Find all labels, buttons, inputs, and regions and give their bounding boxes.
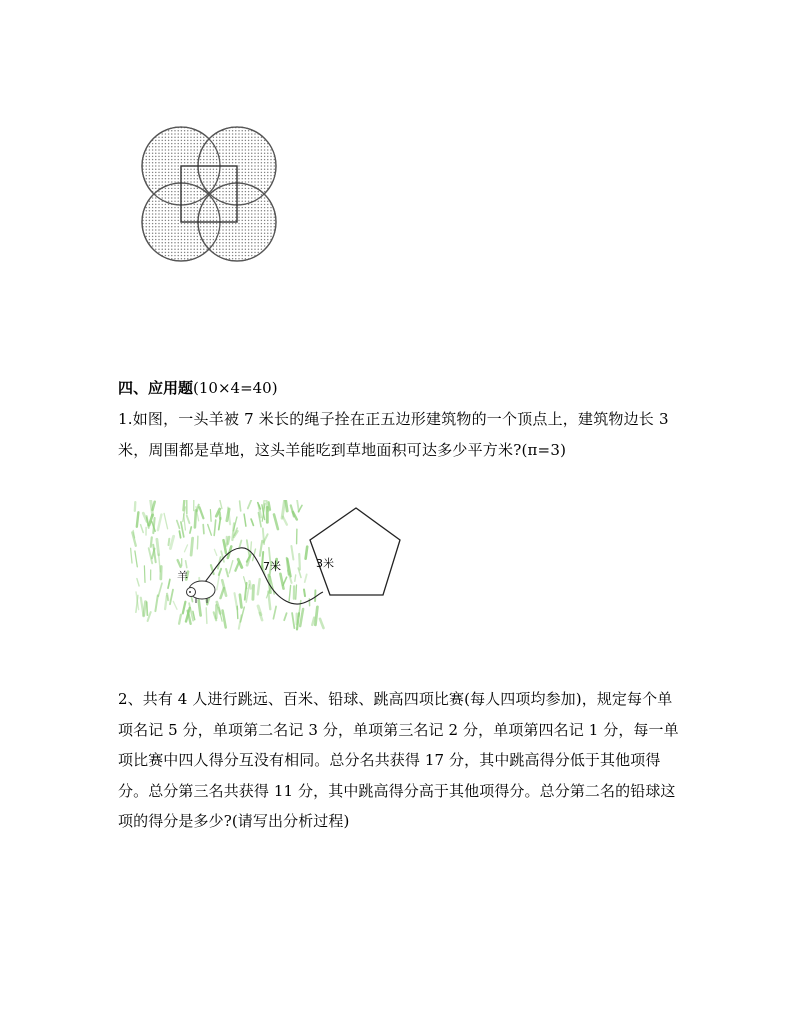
grass-blade xyxy=(320,619,324,628)
grass-blade xyxy=(248,500,252,508)
grass-blade xyxy=(237,606,238,618)
grass-blade xyxy=(305,574,307,582)
grass-blade xyxy=(299,601,301,617)
grass-blade xyxy=(155,595,157,611)
grass-blade xyxy=(219,500,222,509)
grass-blade xyxy=(235,562,239,570)
grass-blade xyxy=(141,598,144,616)
grass-blade xyxy=(195,510,196,527)
grass-blade xyxy=(143,513,147,521)
grass-blade xyxy=(240,501,241,511)
pentagon-building xyxy=(310,508,400,595)
grass-blade xyxy=(286,500,288,511)
grass-blade xyxy=(137,579,139,586)
grass-blade xyxy=(274,515,278,530)
grass-blade xyxy=(199,600,201,615)
question-1-text: 1.如图，一头羊被 7 米长的绳子拴在正五边形建筑物的一个顶点上，建筑物边长 3 米，周围都是草地，这头羊能吃到草地面积可达多少平方米?(π=3) xyxy=(118,410,669,459)
grass-blade xyxy=(131,548,132,563)
grass-blade xyxy=(186,561,187,568)
grass-blade xyxy=(183,500,185,510)
grass-blade xyxy=(247,540,250,556)
grass-blade xyxy=(170,536,173,548)
grass-blade xyxy=(284,613,286,620)
grass-blade xyxy=(219,518,221,530)
grass-blade xyxy=(200,507,204,518)
grass-blade xyxy=(304,590,305,597)
grass-blade xyxy=(141,525,144,533)
section-score: (10×4=40) xyxy=(193,379,278,397)
grass-blade xyxy=(258,606,261,615)
grass-blade xyxy=(291,505,294,516)
grass-blade xyxy=(315,607,317,625)
grass-blade xyxy=(280,574,283,589)
grass-blade xyxy=(187,516,190,523)
grass-blade xyxy=(251,519,253,525)
grass-blade xyxy=(168,579,170,588)
grass-blade xyxy=(185,545,188,552)
grass-blade xyxy=(164,513,168,528)
grass-blade xyxy=(258,579,260,594)
grass-blade xyxy=(240,595,242,608)
question-2-text: 2、共有 4 人进行跳远、百米、铅球、跳高四项比赛(每人四项均参加)，规定每个单项名记 5 分，单项第二名记 3 分，单项第三名记 2 分，单项第四名记 1 分，每一单项比赛中四人得分互没有相同。总分名共获得 17 分，其中跳高得分低于其他项得分。总分第三名共获得 11 分，其中跳高得分高于其他项得分。总分第二名的铅球这项的得分是多少?(请写出分析过程) xyxy=(118,690,679,830)
grass-blade xyxy=(219,569,221,575)
grass-blade xyxy=(135,551,137,567)
grass-blade xyxy=(191,538,193,555)
grass-blade xyxy=(229,561,233,573)
grass-blade xyxy=(208,525,212,536)
grass-blade xyxy=(151,500,153,516)
goat-icon xyxy=(187,581,216,603)
grass-blade xyxy=(206,608,207,624)
grass-blade xyxy=(228,537,229,544)
grass-blade xyxy=(179,531,180,538)
section-title: 四、应用题 xyxy=(118,379,194,397)
grass-blade xyxy=(214,549,216,555)
grass-blade xyxy=(135,502,136,511)
grass-blade xyxy=(312,618,314,625)
grass-blade xyxy=(177,521,180,529)
goat-label: 羊 xyxy=(177,570,188,583)
grass-blade xyxy=(179,615,181,624)
grass-blade xyxy=(282,501,284,519)
grass-blade xyxy=(297,500,299,512)
grass-blade xyxy=(173,601,177,609)
grass-blade xyxy=(296,585,297,599)
grass-blade xyxy=(263,529,264,545)
grass-blade xyxy=(159,554,161,572)
grass-blade xyxy=(289,586,291,602)
grass-blade xyxy=(157,539,159,555)
grass-background xyxy=(131,500,324,629)
grass-blade xyxy=(239,541,241,549)
grass-blade xyxy=(260,541,262,556)
grass-blade xyxy=(190,527,191,533)
grass-blade xyxy=(183,602,186,614)
grass-blade xyxy=(292,613,294,628)
rope-length-label: 7米 xyxy=(263,560,281,573)
grass-blade xyxy=(169,539,170,545)
grass-blade xyxy=(210,510,211,522)
grass-blade xyxy=(181,522,184,537)
grass-blade xyxy=(253,585,254,599)
grass-blade xyxy=(151,537,152,547)
grass-blade xyxy=(223,611,226,628)
grass-blade xyxy=(244,514,246,526)
grass-blade xyxy=(158,583,162,596)
grass-blade xyxy=(165,596,167,609)
four-circles-square-figure xyxy=(135,126,285,266)
grass-blade xyxy=(137,512,139,527)
grass-blade xyxy=(178,560,181,567)
grass-blade xyxy=(300,609,303,626)
grass-blade xyxy=(250,581,251,588)
grass-blade xyxy=(295,575,296,581)
grass-blade xyxy=(144,566,145,583)
grass-blade xyxy=(158,515,162,531)
section-heading xyxy=(118,376,278,400)
grass-blade xyxy=(291,546,293,560)
grass-blade xyxy=(214,520,216,535)
grass-blade xyxy=(203,525,204,534)
grass-blade xyxy=(306,547,308,559)
grass-blade xyxy=(226,569,228,576)
side-length-label: 3米 xyxy=(316,557,334,570)
goat-pentagon-figure xyxy=(128,500,408,638)
grass-blade xyxy=(147,602,148,615)
grass-blade xyxy=(170,590,173,605)
grass-blade xyxy=(153,518,154,533)
grass-blade xyxy=(197,536,198,549)
grass-blade xyxy=(299,554,300,570)
grass-blade xyxy=(268,592,270,610)
grass-blade xyxy=(273,606,276,618)
